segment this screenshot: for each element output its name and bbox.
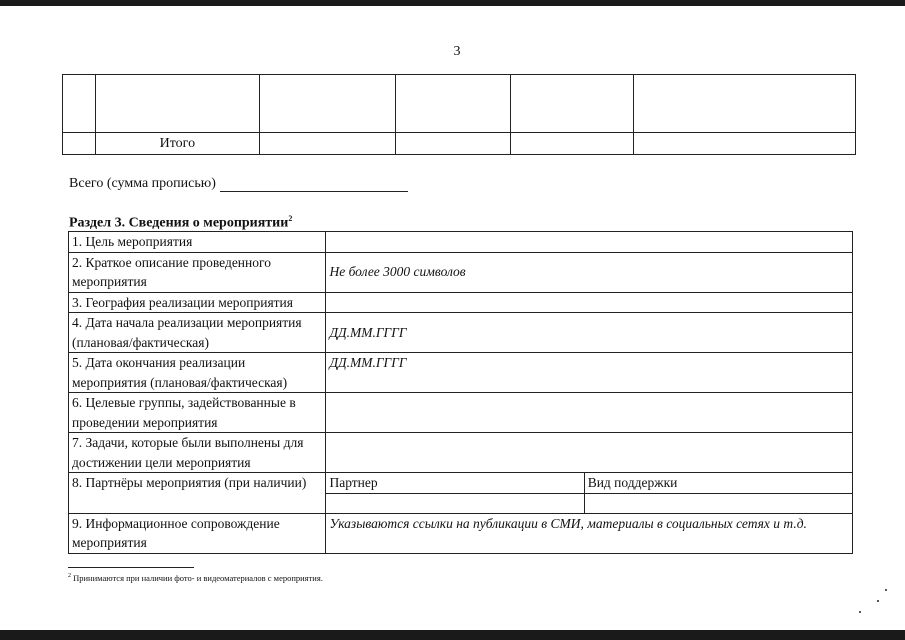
row-value — [326, 232, 853, 253]
row-label: 6. Целевые группы, задействованные в проведении мероприятия — [69, 393, 326, 433]
table-row — [69, 232, 853, 253]
row-value: ДД.ММ.ГГГГ — [326, 313, 853, 353]
total-label: Итого — [95, 133, 259, 155]
partner-value — [326, 493, 584, 513]
budget-table — [62, 74, 856, 155]
sum-in-words-label: Всего (сумма прописью) — [69, 176, 216, 191]
section-title-text: Раздел 3. Сведения о мероприятии — [69, 215, 289, 231]
row-label: 9. Информационное сопровождение мероприятия — [69, 513, 326, 553]
table-row — [69, 292, 853, 313]
sum-in-words-line — [69, 176, 408, 192]
event-info-table — [68, 231, 853, 554]
table-row — [69, 433, 853, 473]
table-cell — [63, 75, 96, 133]
scan-speck — [885, 589, 887, 591]
scan-border-bottom — [0, 630, 905, 640]
row-label: 7. Задачи, которые были выполнены для достижении цели мероприятия — [69, 433, 326, 473]
table-row — [63, 75, 856, 133]
table-cell — [259, 133, 395, 155]
footnote-text: Принимаются при наличии фото- и видеоматериалов с мероприятия. — [73, 573, 323, 583]
footnote-reference: 2 — [288, 214, 293, 223]
total-row — [63, 133, 856, 155]
page-number: 3 — [453, 44, 461, 59]
sum-in-words-blank — [220, 177, 408, 192]
scan-speck — [877, 600, 879, 602]
row-value: Указываются ссылки на публикации в СМИ, материалы в социальных сетях и т.д. — [326, 513, 853, 553]
table-cell — [259, 75, 395, 133]
scan-border-top — [0, 0, 905, 6]
table-cell — [511, 133, 634, 155]
footnote-divider — [68, 567, 194, 568]
row-label: 3. География реализации мероприятия — [69, 292, 326, 313]
table-cell — [395, 133, 511, 155]
row-label: 2. Краткое описание проведенного мероприятия — [69, 252, 326, 292]
row-label: 5. Дата окончания реализации мероприятия (плановая/фактическая) — [69, 353, 326, 393]
table-row — [69, 393, 853, 433]
row-value — [326, 433, 853, 473]
row-value — [326, 292, 853, 313]
row-label: 1. Цель мероприятия — [69, 232, 326, 253]
footnote-mark: 2 — [68, 573, 71, 580]
table-row — [69, 473, 853, 494]
row-value: ДД.ММ.ГГГГ — [326, 353, 853, 393]
row-label: 4. Дата начала реализации мероприятия (плановая/фактическая) — [69, 313, 326, 353]
table-cell — [63, 133, 96, 155]
section-title — [69, 214, 292, 232]
footnote — [68, 573, 323, 583]
table-cell — [511, 75, 634, 133]
table-cell — [634, 133, 856, 155]
row-value — [326, 393, 853, 433]
table-row — [69, 513, 853, 553]
support-type-header: Вид поддержки — [584, 473, 852, 494]
row-label: 8. Партнёры мероприятия (при наличии) — [69, 473, 326, 514]
table-row — [69, 252, 853, 292]
scan-speck — [859, 611, 861, 613]
table-cell — [634, 75, 856, 133]
support-type-value — [584, 493, 852, 513]
table-cell — [395, 75, 511, 133]
table-cell — [95, 75, 259, 133]
table-row — [69, 313, 853, 353]
row-value: Не более 3000 символов — [326, 252, 853, 292]
partner-header: Партнер — [326, 473, 584, 494]
table-row — [69, 353, 853, 393]
